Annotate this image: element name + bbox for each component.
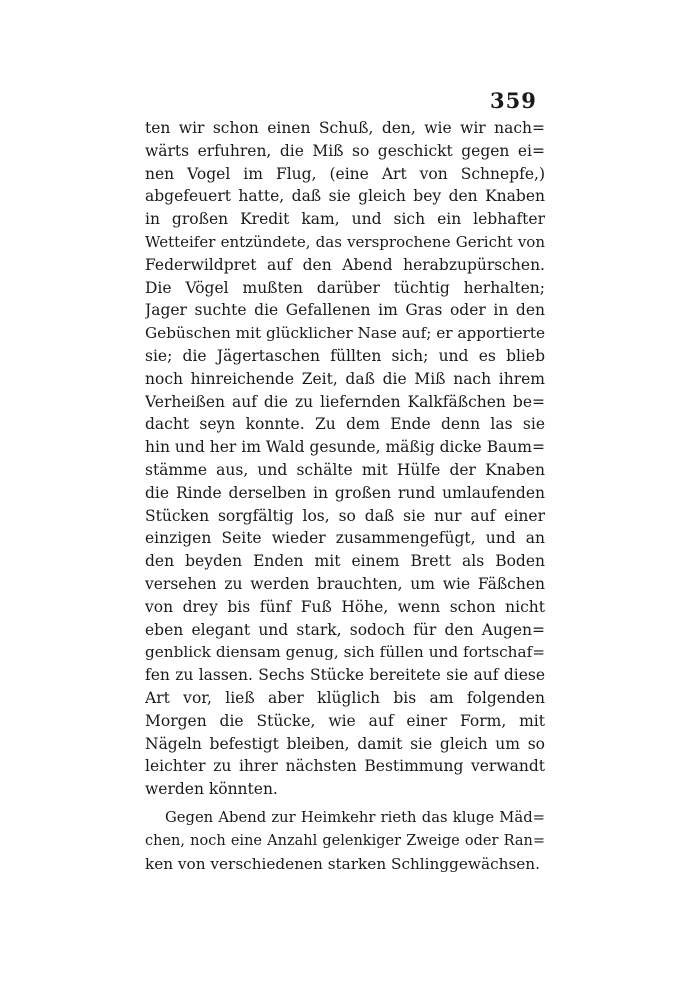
text-line: in großen Kredit kam, und sich ein lebhafter bbox=[145, 210, 545, 229]
text-line: werden könnten. bbox=[145, 780, 278, 799]
text-line: Verheißen auf die zu liefernden Kalkfäßchen be= bbox=[145, 392, 545, 411]
text-line: nen Vogel im Flug, (eine Art von Schnepfe,) bbox=[145, 164, 545, 183]
text-line: ten wir schon einen Schuß, den, wie wir nach= bbox=[145, 119, 545, 137]
page-number: 359 bbox=[490, 88, 537, 113]
paragraph bbox=[145, 117, 545, 801]
text-line: hin und her im Wald gesunde, mäßig dicke Baum= bbox=[145, 438, 545, 457]
text-line: sie; die Jägertaschen füllten sich; und es blieb bbox=[145, 346, 545, 365]
text-line: genblick diensam genug, sich füllen und fortschaf= bbox=[145, 643, 545, 662]
text-line: den beyden Enden mit einem Brett als Boden bbox=[145, 552, 545, 571]
text-line: Stücken sorgfältig los, so daß sie nur auf einer bbox=[145, 506, 545, 525]
text-line: versehen zu werden brauchten, um wie Fäßchen bbox=[145, 574, 545, 593]
text-line: Jager suchte die Gefallenen im Gras oder in den bbox=[145, 301, 545, 320]
text-line: leichter zu ihrer nächsten Bestimmung verwandt bbox=[145, 757, 545, 776]
text-line: Gebüschen mit glücklicher Nase auf; er apportierte bbox=[145, 324, 545, 343]
text-line: dacht seyn konnte. Zu dem Ende denn las sie bbox=[145, 415, 545, 434]
text-line: Wetteifer entzündete, das versprochene Gericht von bbox=[145, 232, 545, 251]
text-line: Art vor, ließ aber klüglich bis am folgenden bbox=[145, 688, 545, 707]
text-line: ken von verschiedenen starken Schlinggewächsen. bbox=[145, 854, 540, 873]
text-line: stämme aus, und schälte mit Hülfe der Knaben bbox=[145, 460, 545, 479]
text-line: Die Vögel mußten darüber tüchtig herhalten; bbox=[145, 278, 545, 297]
text-line: wärts erfuhren, die Miß so geschickt gegen ei= bbox=[145, 141, 545, 160]
text-line: Federwildpret auf den Abend herabzupürschen. bbox=[145, 255, 545, 274]
text-line: Morgen die Stücke, wie auf einer Form, mit bbox=[145, 711, 545, 730]
text-line: Gegen Abend zur Heimkehr rieth das kluge Mäd= bbox=[165, 808, 545, 826]
text-line: Nägeln befestigt bleiben, damit sie gleich um so bbox=[145, 734, 545, 753]
paragraph bbox=[145, 807, 545, 875]
text-line: chen, noch eine Anzahl gelenkiger Zweige oder Ran= bbox=[145, 832, 545, 849]
text-line: noch hinreichende Zeit, daß die Miß nach ihrem bbox=[145, 369, 545, 388]
body-text bbox=[145, 117, 545, 875]
text-line: fen zu lassen. Sechs Stücke bereitete sie auf diese bbox=[145, 666, 545, 685]
text-line: einzigen Seite wieder zusammengefügt, und an bbox=[145, 529, 545, 548]
text-line: die Rinde derselben in großen rund umlaufenden bbox=[145, 483, 545, 502]
text-line: abgefeuert hatte, daß sie gleich bey den Knaben bbox=[145, 187, 545, 206]
text-line: von drey bis fünf Fuß Höhe, wenn schon nicht bbox=[145, 597, 545, 616]
text-line: eben elegant und stark, sodoch für den Augen= bbox=[145, 620, 545, 639]
